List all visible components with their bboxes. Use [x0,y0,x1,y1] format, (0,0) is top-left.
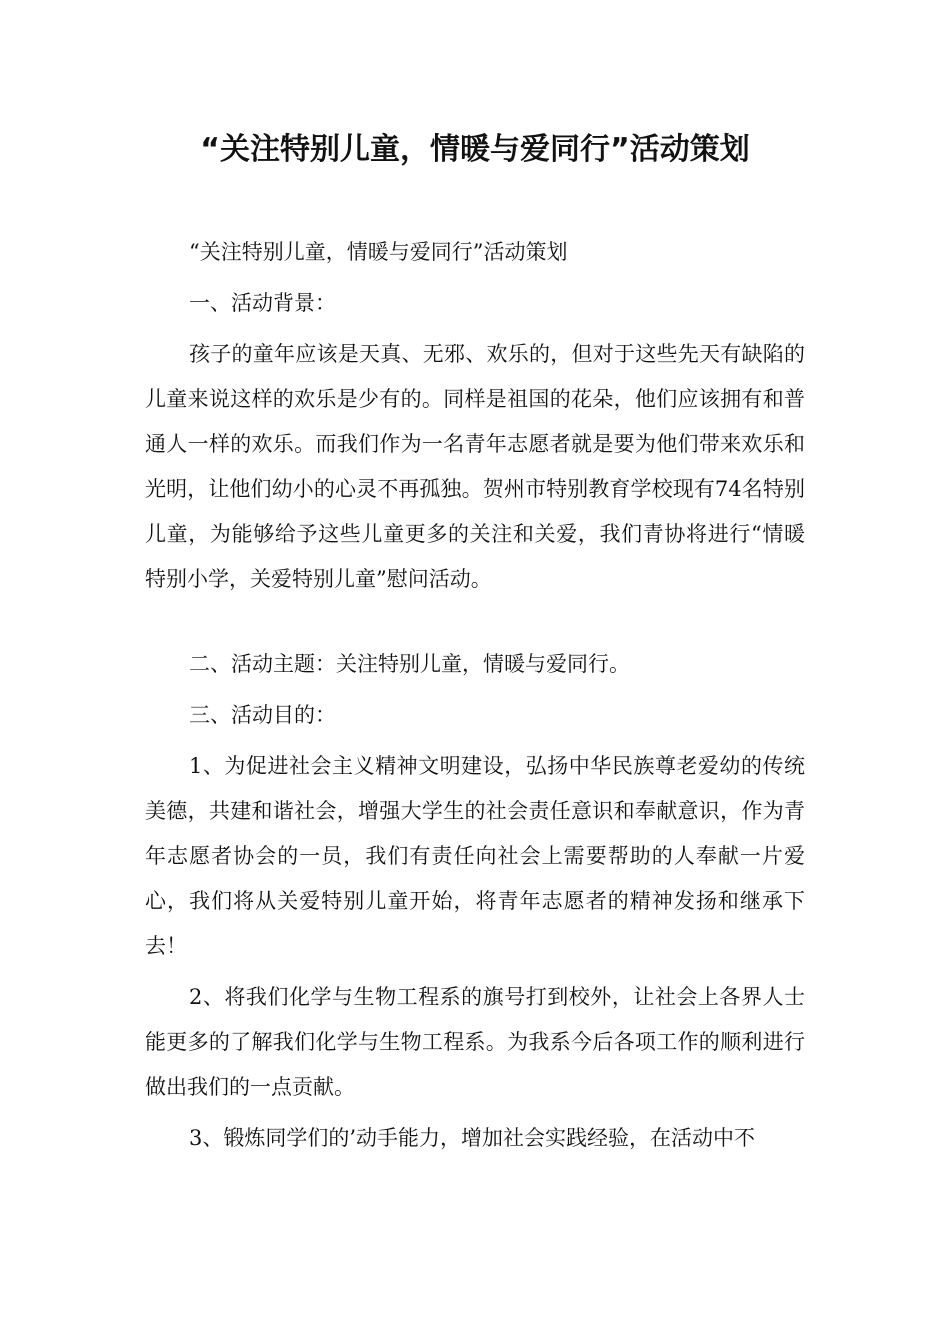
section-heading-purpose: 三、活动目的： [189,703,336,727]
document-body [145,230,805,1167]
section-heading-background: 一、活动背景： [189,291,336,315]
subtitle-paragraph: “关注特别儿童，情暖与爱同行”活动策划 [189,240,568,264]
paragraph-purpose-2: 2、将我们化学与生物工程系的旗号打到校外，让社会上各界人士能更多的了解我们化学与生物工程系。为我系今后各项工作的顺利进行做出我们的一点贡献。 [145,985,805,1099]
paragraph-purpose-3: 3、锻炼同学们的’动手能力，增加社会实践经验，在活动中不 [189,1126,756,1150]
document-title: “关注特别儿童，情暖与爱同行”活动策划 [200,132,750,167]
paragraph-purpose-1: 1、为促进社会主义精神文明建设，弘扬中华民族尊老爱幼的传统美德，共建和谐社会，增强大学生的社会责任意识和奉献意识，作为青年志愿者协会的一员，我们有责任向社会上需要帮助的人奉献一片爱心，我们将从关爱特别儿童开始，将青年志愿者的精神发扬和继承下去！ [145,754,805,958]
paragraph-background: 孩子的童年应该是天真、无邪、欢乐的，但对于这些先天有缺陷的儿童来说这样的欢乐是少有的。同样是祖国的花朵，他们应该拥有和普通人一样的欢乐。而我们作为一名青年志愿者就是要为他们带来欢乐和光明，让他们幼小的心灵不再孤独。贺州市特别教育学校现有74名特别儿童，为能够给予这些儿童更多的关注和关爱，我们青协将进行“情暖特别小学，关爱特别儿童”慰问活动。 [145,342,805,591]
section-heading-theme: 二、活动主题：关注特别儿童，情暖与爱同行。 [189,652,630,676]
